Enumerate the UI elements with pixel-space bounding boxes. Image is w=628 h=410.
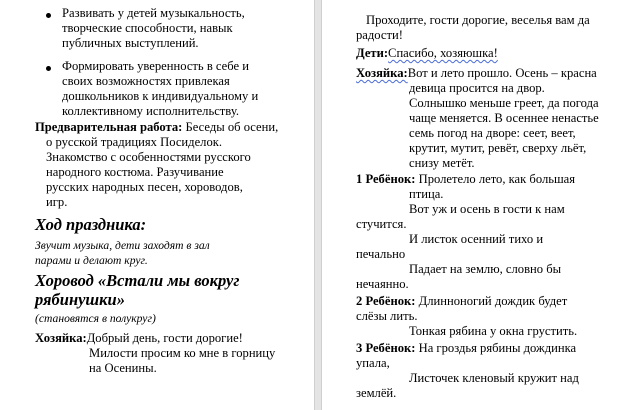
children-text: Спасибо, хозяюшка! <box>388 46 498 60</box>
child2-line: слёзы лить. <box>356 309 418 323</box>
left-page <box>0 0 313 410</box>
host-right-first <box>356 66 597 81</box>
child2-first <box>356 294 567 309</box>
intro-line-2: радости! <box>356 28 403 42</box>
host-right-line: Солнышко меньше греет, да погода <box>409 96 599 110</box>
host-right-line: девица просится на двор. <box>409 81 545 95</box>
child1-line: птица. <box>409 187 444 201</box>
bullet-dot <box>46 66 51 71</box>
heading-khorovod-2: рябинушки» <box>35 290 125 309</box>
child2-text: Длинноногий дождик будет <box>415 294 568 308</box>
children-label: Дети: <box>356 46 389 60</box>
host-right-line: снизу метёт. <box>409 156 475 170</box>
host-right-text: Вот и лето прошло. Осень – красна <box>407 66 597 80</box>
child1-line: Вот уж и осень в гости к нам <box>409 202 565 216</box>
prep-line: игр. <box>46 195 68 209</box>
heading-khorovod: Хоровод «Встали мы вокруг <box>35 271 240 290</box>
child3-text: На гроздья рябины дождинка <box>415 341 577 355</box>
bullet-1-line-3: публичных выступлений. <box>62 36 199 50</box>
child1-line: Падает на землю, словно бы <box>409 262 562 276</box>
host-right-label: Хозяйка: <box>356 66 408 80</box>
page-divider <box>314 0 322 410</box>
children-line <box>356 46 498 61</box>
child3-line: землёй. <box>356 386 397 400</box>
bullet-2-line-2: своих возможностях привлекая <box>62 74 230 88</box>
child3-line: упала, <box>356 356 390 370</box>
child3-first <box>356 341 576 356</box>
prep-text: Беседы об осени, <box>182 120 279 134</box>
child1-first <box>356 172 575 187</box>
bullet-2-line-1: Формировать уверенность в себе и <box>62 59 249 73</box>
child1-text: Пролетело лето, как большая <box>415 172 576 186</box>
host-right-line: чаще меняется. В осеннее ненастье <box>409 111 599 125</box>
bullet-1-line-1: Развивать у детей музыкальность, <box>62 6 245 20</box>
prep-label: Предварительная работа: <box>35 120 183 134</box>
right-page <box>323 0 628 410</box>
bullet-2-line-4: коллективному исполнительству. <box>62 104 239 118</box>
host-text: Добрый день, гости дорогие! <box>86 331 243 345</box>
prep-first-line <box>35 120 278 135</box>
child3-line: Листочек кленовый кружит над <box>409 371 579 385</box>
prep-line: русских народных песен, хороводов, <box>46 180 243 194</box>
host-label: Хозяйка: <box>35 331 87 345</box>
host-line-2: Милости просим ко мне в горницу <box>89 346 276 360</box>
child1-label: 1 Ребёнок: <box>356 172 416 186</box>
intro-line-1: Проходите, гости дорогие, веселья вам да <box>366 13 590 27</box>
prep-line: Знакомство с особенностями русского <box>46 150 251 164</box>
stage-direction-semicircle: (становятся в полукруг) <box>35 312 156 325</box>
child1-line: нечаянно. <box>356 277 409 291</box>
prep-line: о русской традициях Посиделок. <box>46 135 223 149</box>
child1-line: печально <box>356 247 406 261</box>
stage-direction-enter: Звучит музыка, дети заходят в зал <box>35 239 210 252</box>
child3-label: 3 Ребёнок: <box>356 341 416 355</box>
host-line-3: на Осенины. <box>89 361 157 375</box>
prep-line: народного костюма. Разучивание <box>46 165 224 179</box>
child1-line: И листок осенний тихо и <box>409 232 544 246</box>
bullet-2-line-3: дошкольников к индивидуальному и <box>62 89 259 103</box>
host-line-1 <box>35 331 243 346</box>
heading-holiday-course: Ход праздника: <box>35 215 147 234</box>
child2-line: Тонкая рябина у окна грустить. <box>409 324 578 338</box>
host-right-line: крутит, мутит, ревёт, сверху льёт, <box>409 141 587 155</box>
host-right-line: семь погод на дворе: сеет, веет, <box>409 126 576 140</box>
stage-direction-enter-2: парами и делают круг. <box>35 254 148 267</box>
bullet-1-line-2: творческие способности, навык <box>62 21 233 35</box>
child1-line: стучится. <box>356 217 407 231</box>
bullet-dot <box>46 13 51 18</box>
child2-label: 2 Ребёнок: <box>356 294 416 308</box>
